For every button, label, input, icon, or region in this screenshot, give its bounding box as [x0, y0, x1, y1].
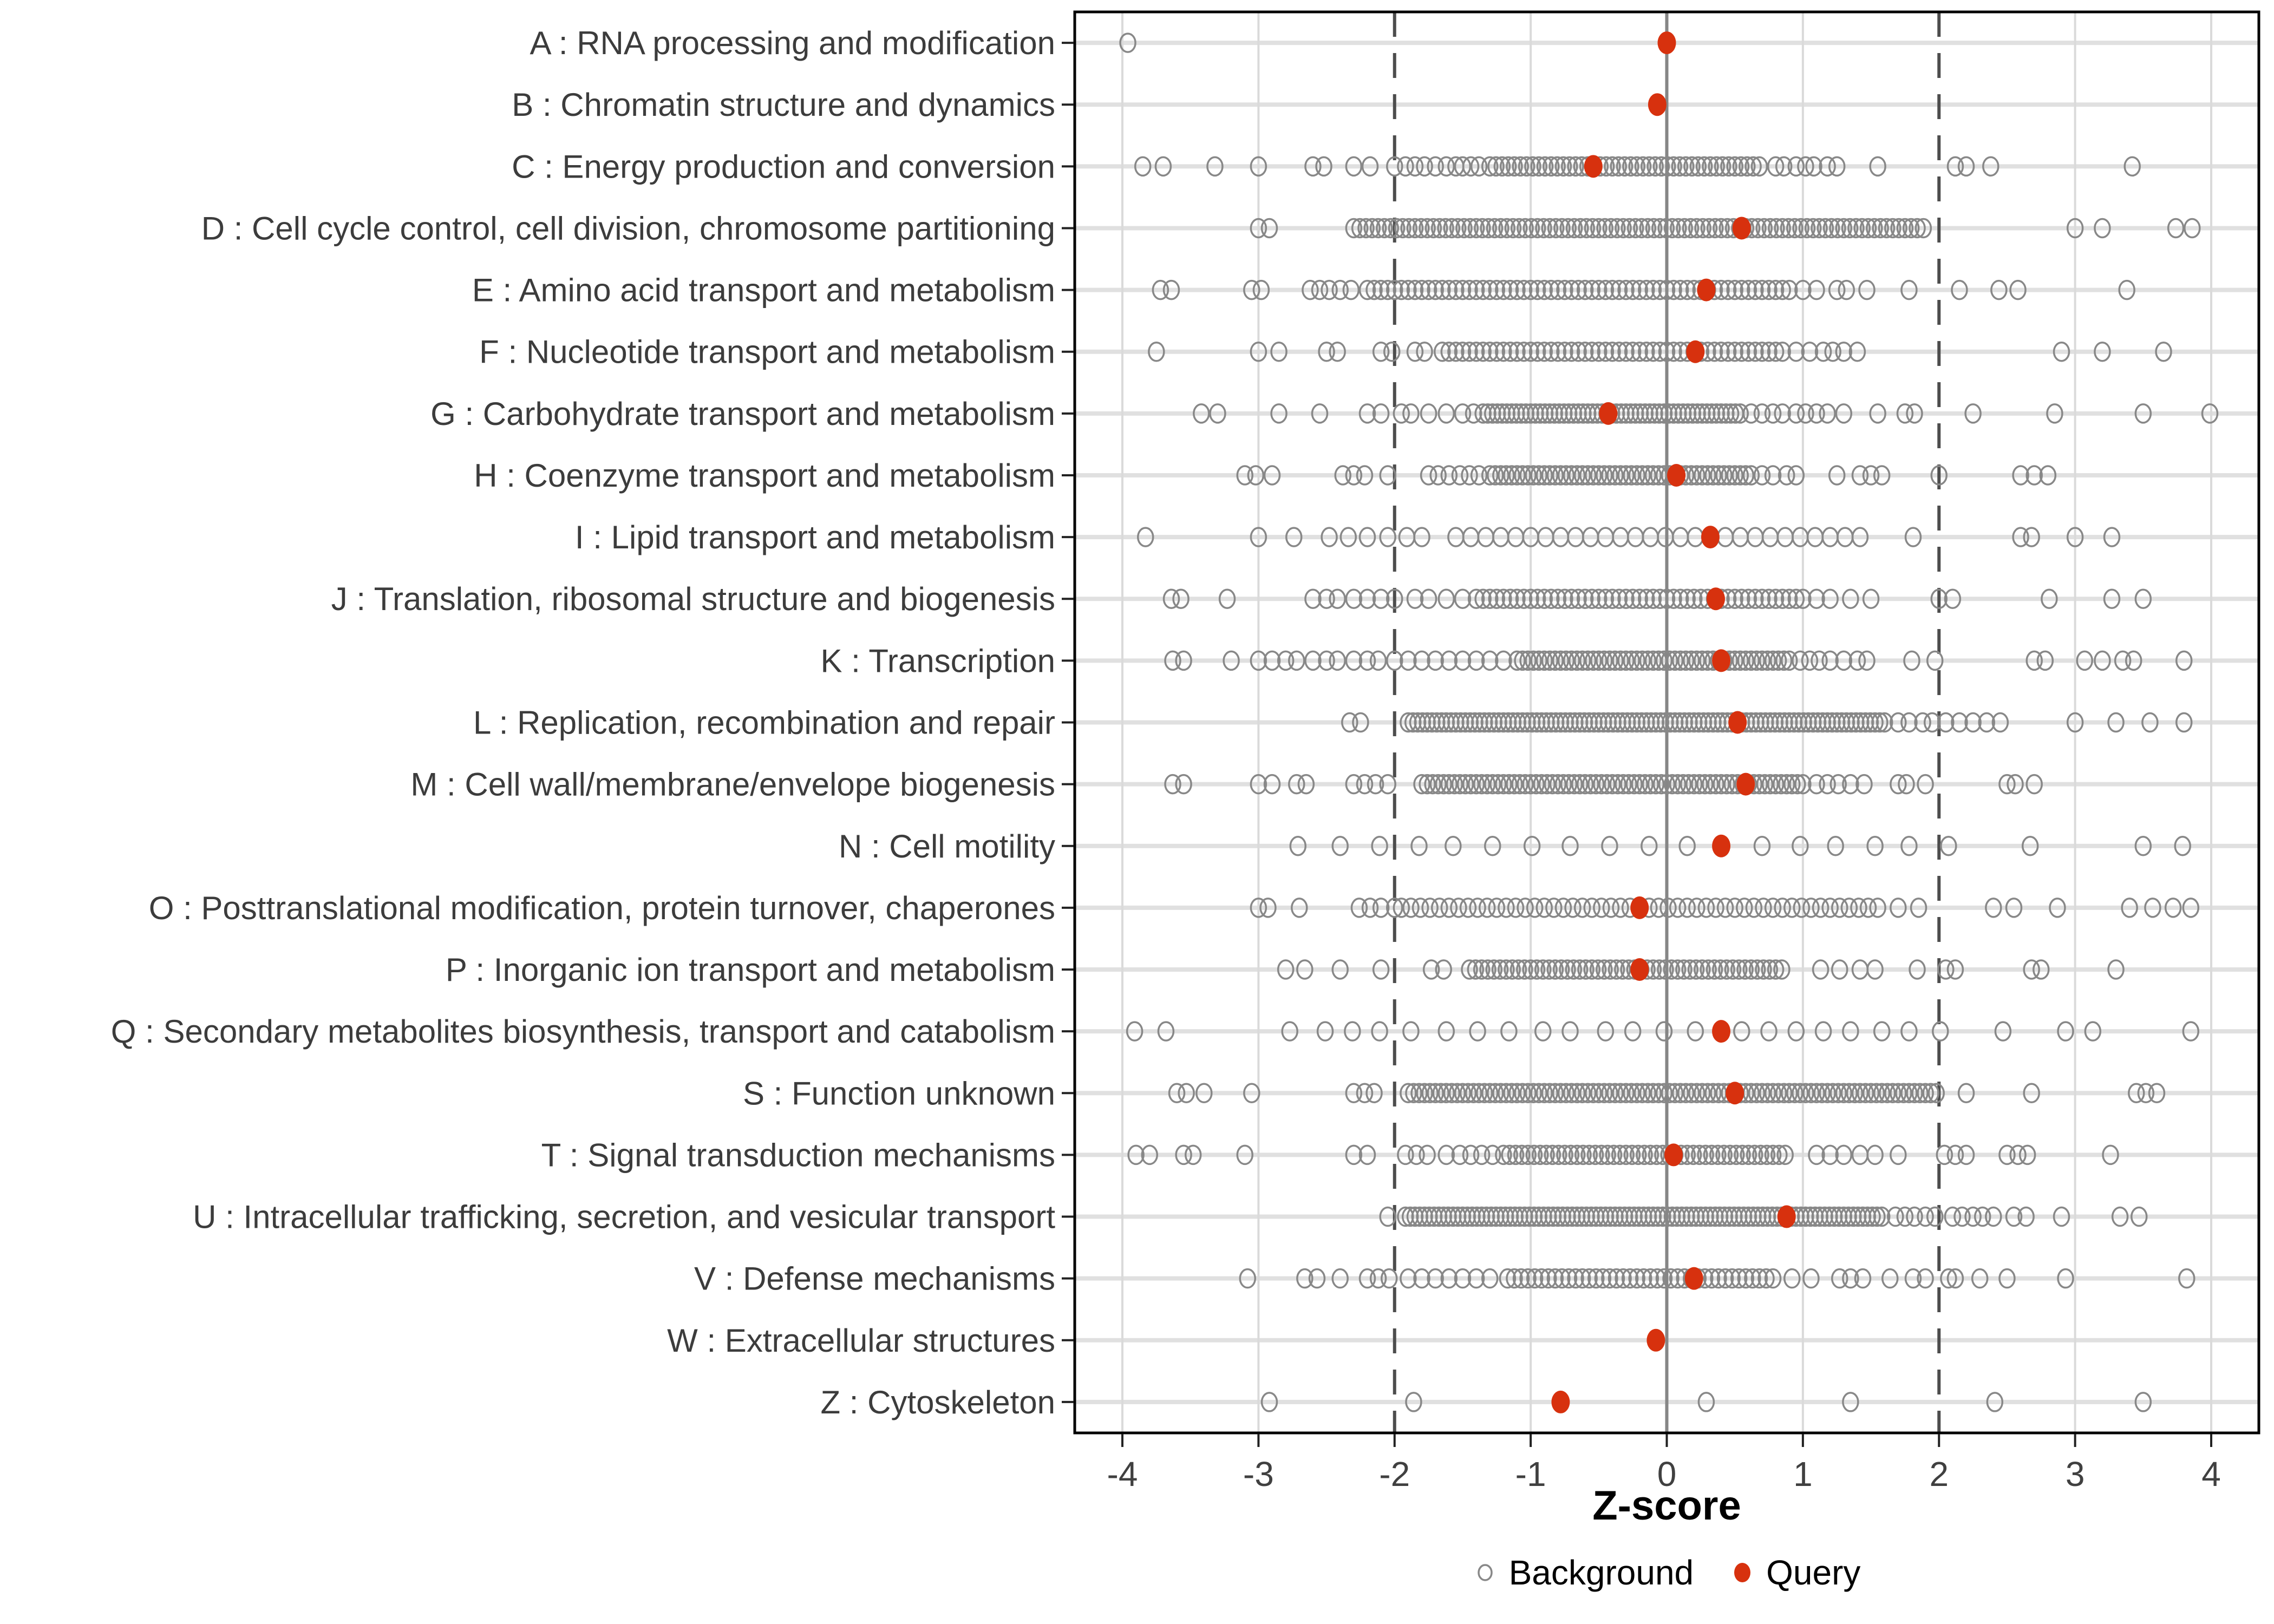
category-label: C : Energy production and conversion	[512, 148, 1055, 185]
legend-label-background: Background	[1508, 1553, 1694, 1592]
category-label: H : Coenzyme transport and metabolism	[474, 457, 1055, 494]
query-point	[1712, 1020, 1730, 1043]
category-label: F : Nucleotide transport and metabolism	[479, 333, 1055, 370]
query-point	[1658, 31, 1676, 54]
category-label: A : RNA processing and modification	[530, 25, 1055, 62]
query-point	[1736, 773, 1755, 796]
x-tick-label: 2	[1929, 1455, 1949, 1494]
category-label: J : Translation, ribosomal structure and biogenesis	[331, 581, 1055, 618]
category-label: G : Carbohydrate transport and metabolism	[430, 395, 1055, 432]
legend-label-query: Query	[1766, 1553, 1861, 1592]
category-label: U : Intracellular trafficking, secretion, and vesicular transport	[193, 1199, 1055, 1235]
category-label: I : Lipid transport and metabolism	[574, 519, 1055, 556]
category-label: M : Cell wall/membrane/envelope biogenesis	[410, 766, 1055, 803]
query-point	[1664, 1143, 1683, 1166]
query-point	[1686, 340, 1704, 363]
query-point	[1646, 1329, 1665, 1352]
category-label: T : Signal transduction mechanisms	[541, 1137, 1055, 1174]
category-label: B : Chromatin structure and dynamics	[512, 87, 1055, 123]
filled-circle-icon	[1730, 1560, 1754, 1586]
x-tick-label: 0	[1657, 1455, 1677, 1494]
query-point	[1630, 896, 1649, 919]
legend	[1075, 1553, 2259, 1593]
query-point	[1778, 1206, 1796, 1228]
query-point	[1630, 958, 1649, 981]
query-point	[1726, 1082, 1744, 1104]
category-label: N : Cell motility	[838, 828, 1055, 865]
category-label: S : Function unknown	[742, 1075, 1055, 1112]
legend-item-query	[1730, 1553, 1860, 1593]
x-tick-label: 1	[1793, 1455, 1813, 1494]
legend-item-background	[1473, 1553, 1694, 1593]
x-tick-label: 3	[2065, 1455, 2085, 1494]
category-label: D : Cell cycle control, cell division, chromosome partitioning	[201, 210, 1055, 247]
query-point	[1733, 217, 1751, 239]
category-label: E : Amino acid transport and metabolism	[472, 272, 1055, 309]
category-label: L : Replication, recombination and repair	[473, 704, 1055, 741]
category-label: W : Extracellular structures	[667, 1322, 1055, 1359]
query-point	[1701, 526, 1720, 548]
category-label: Z : Cytoskeleton	[820, 1384, 1055, 1420]
x-tick-label: -4	[1107, 1455, 1138, 1494]
open-circle-icon	[1473, 1560, 1497, 1586]
query-point	[1697, 279, 1715, 302]
category-label: K : Transcription	[820, 643, 1055, 679]
x-tick-label: -2	[1379, 1455, 1410, 1494]
query-point	[1728, 711, 1747, 734]
category-label: P : Inorganic ion transport and metabolism	[445, 952, 1055, 988]
query-point	[1712, 649, 1730, 672]
query-point	[1707, 587, 1725, 610]
query-point	[1551, 1391, 1570, 1413]
category-label: O : Posttranslational modification, protein turnover, chaperones	[148, 889, 1055, 926]
query-point	[1685, 1267, 1703, 1290]
category-label: V : Defense mechanisms	[694, 1260, 1055, 1297]
x-tick-label: -3	[1243, 1455, 1274, 1494]
query-point	[1584, 155, 1603, 178]
category-label: Q : Secondary metabolites biosynthesis, transport and catabolism	[110, 1013, 1055, 1050]
query-point	[1648, 93, 1667, 116]
x-tick-label: 4	[2201, 1455, 2221, 1494]
query-point	[1667, 464, 1685, 487]
x-tick-label: -1	[1515, 1455, 1546, 1494]
query-point	[1599, 402, 1617, 425]
query-point	[1712, 835, 1730, 857]
x-axis-title: Z-score	[1592, 1483, 1741, 1529]
